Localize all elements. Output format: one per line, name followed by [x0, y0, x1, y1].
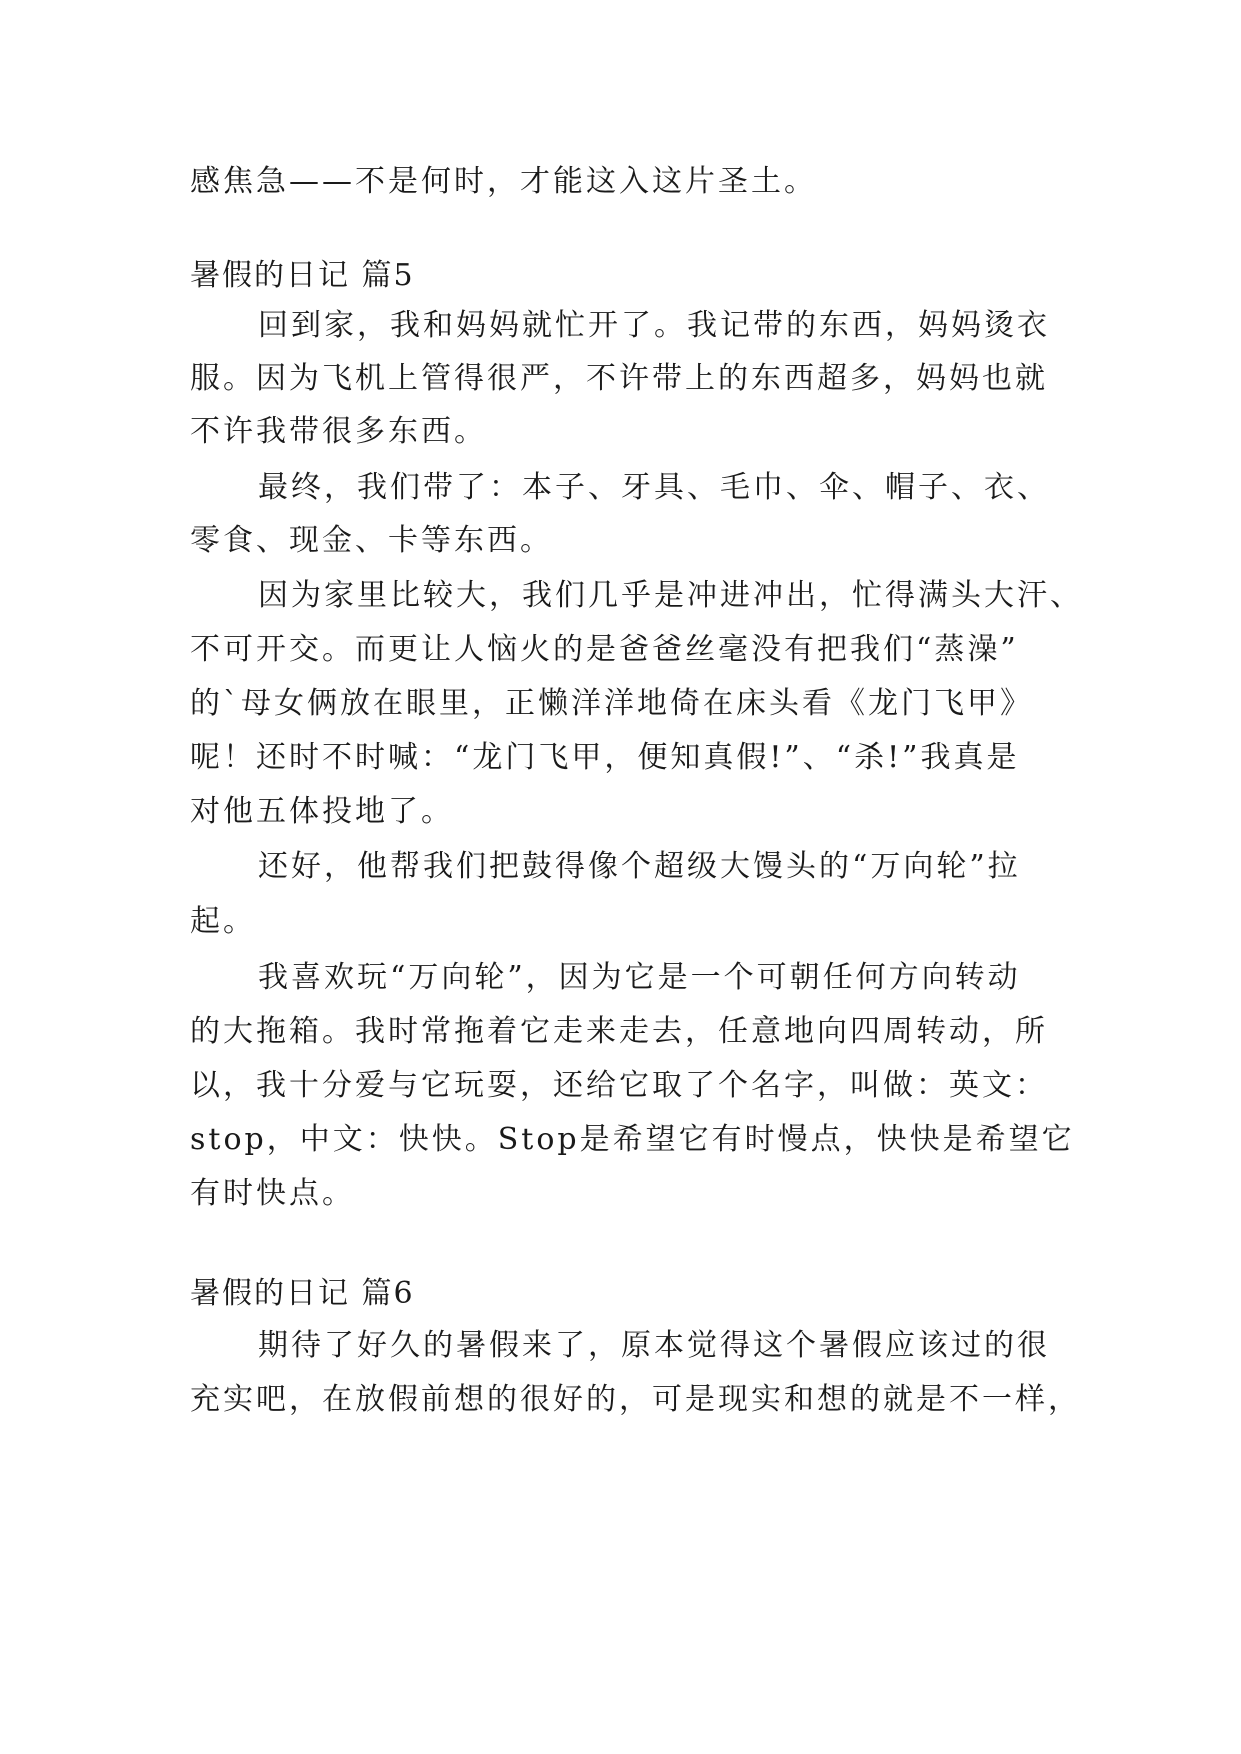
text-line: 零食、现金、卡等东西。	[190, 523, 553, 558]
text-line: 感焦急——不是何时，才能这入这片圣土。	[190, 164, 817, 199]
text-line: 的`母女俩放在眼里，正懒洋洋地倚在床头看《龙门飞甲》	[190, 686, 1033, 721]
text-line: 我喜欢玩“万向轮”，因为它是一个可朝任何方向转动	[258, 960, 1021, 995]
text-line: 不许我带很多东西。	[190, 414, 487, 449]
text-line: 期待了好久的暑假来了，原本觉得这个暑假应该过的很	[258, 1328, 1050, 1363]
section-heading-6: 暑假的日记 篇6	[190, 1276, 415, 1311]
text-line: 服。因为飞机上管得很严，不许带上的东西超多，妈妈也就	[190, 361, 1048, 396]
section-heading-5: 暑假的日记 篇5	[190, 258, 415, 293]
text-line: 对他五体投地了。	[190, 794, 454, 829]
text-line: 起。	[190, 904, 256, 939]
text-line: 还好，他帮我们把鼓得像个超级大馒头的“万向轮”拉	[258, 849, 1021, 884]
text-line: 回到家，我和妈妈就忙开了。我记带的东西，妈妈烫衣	[258, 308, 1050, 343]
text-line: 以，我十分爱与它玩耍，还给它取了个名字，叫做：英文：	[190, 1068, 1048, 1103]
text-line: 最终，我们带了：本子、牙具、毛巾、伞、帽子、衣、	[258, 470, 1050, 505]
text-line: 充实吧，在放假前想的很好的，可是现实和想的就是不一样，	[190, 1382, 1081, 1417]
text-line: 呢！还时不时喊：“龙门飞甲，便知真假!”、“杀!”我真是	[190, 740, 1020, 775]
text-line: 的大拖箱。我时常拖着它走来走去，任意地向四周转动，所	[190, 1014, 1048, 1049]
text-line: 不可开交。而更让人恼火的是爸爸丝毫没有把我们“蒸澡”	[190, 632, 1019, 667]
text-line: stop，中文：快快。Stop是希望它有时慢点，快快是希望它	[190, 1122, 1075, 1157]
text-line: 有时快点。	[190, 1176, 355, 1211]
text-line: 因为家里比较大，我们几乎是冲进冲出，忙得满头大汗、	[258, 578, 1083, 613]
